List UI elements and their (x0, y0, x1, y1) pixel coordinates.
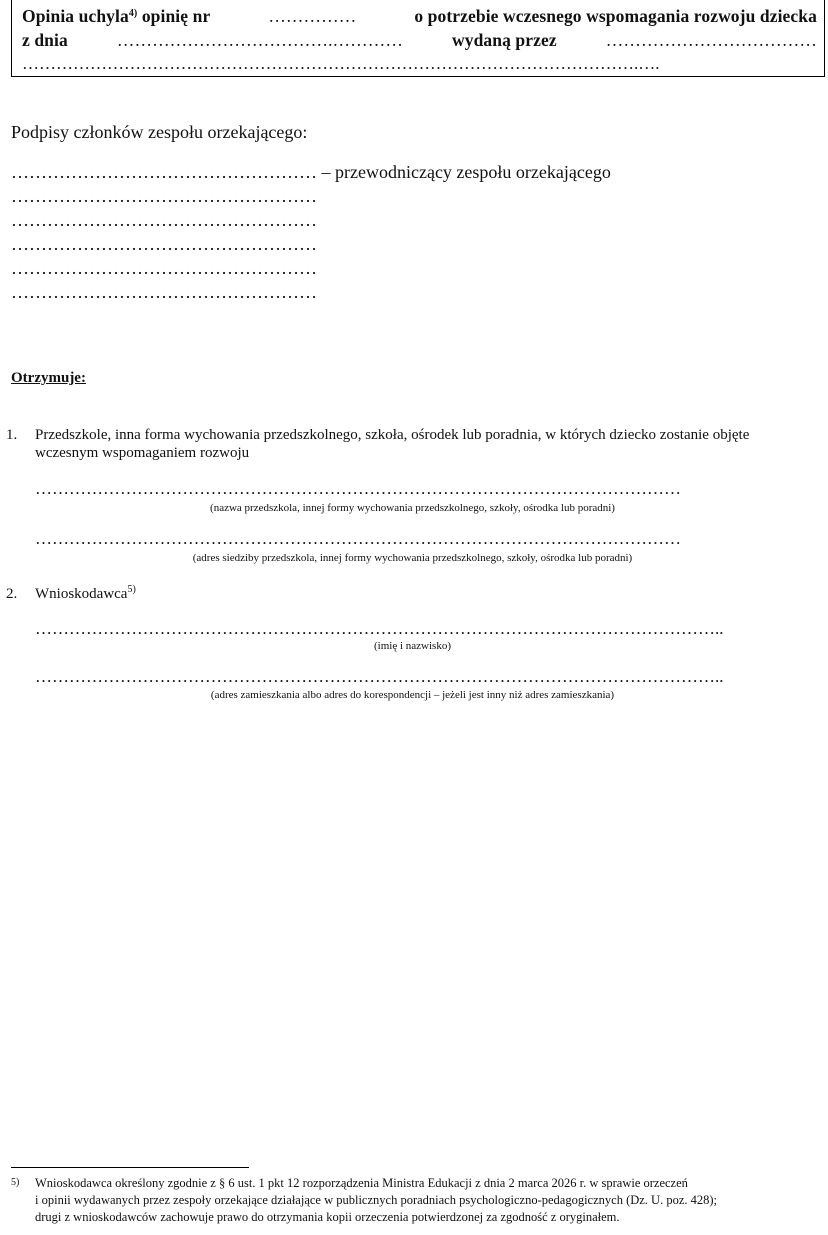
signature-field[interactable]: …………………………………………… (11, 282, 317, 302)
date-field[interactable]: ……………………………….………… (116, 30, 403, 50)
header-title: Opinia uchyla$^{4)}$ opinię nr (22, 6, 211, 26)
applicant-name-caption: (imię i nazwisko) (374, 640, 451, 652)
recipient-1-address-caption: (adres siedziby przedszkola, innej formy wychowania przedszkolnego, szkoły, ośrodka lub poradni) (192, 552, 633, 564)
recipient-1-name-field[interactable]: …………………………………………………………………………………………………… (35, 479, 681, 498)
footnote-ref-4: 4) (128, 8, 138, 19)
signature-chair-field[interactable]: …………………………………………… (11, 162, 317, 182)
applicant-name-field[interactable]: ………………………………………………………………………………………………………….. (35, 619, 724, 638)
recipient-2-number: 2. (6, 586, 18, 602)
applicant-address-caption: (adres zamieszkania albo adres do korespondencji – jeżeli jest inny niż adres zamieszkania) (210, 689, 615, 701)
recipient-1-number: 1. (6, 427, 18, 443)
footnote-line-3: drugi z wnioskodawców zachowuje prawo do otrzymania kopii orzeczenia potwierdzonej za zgodność z oryginałem. (35, 1210, 620, 1224)
signature-chair (11, 162, 611, 183)
signatures-title: Podpisy członków zespołu orzekającego: (11, 122, 308, 142)
opinion-number-field[interactable]: …………… (268, 6, 357, 26)
signature-field[interactable]: …………………………………………… (11, 258, 317, 278)
header-line-2 (22, 30, 817, 51)
header-title-cont: o potrzebie wczesnego wspomagania rozwoju dziecka (414, 6, 817, 26)
issued-by-field-cont[interactable]: ……………………………………………………………………………………………….…. (22, 54, 660, 73)
issued-by-field[interactable]: ……………………………… (605, 30, 817, 50)
recipient-1-text-1: Przedszkole, inna forma wychowania przedszkolnego, szkoła, ośrodek lub poradnia, w których dziecko zostanie objęte (35, 427, 750, 443)
footnote-line-2: i opinii wydawanych przez zespoły orzekające działające w publicznych poradniach psychologiczno-pedagogicznych (Dz. U. poz. 428); (35, 1193, 718, 1207)
recipient-1-address-field[interactable]: …………………………………………………………………………………………………… (35, 529, 681, 548)
signature-field[interactable]: …………………………………………… (11, 234, 317, 254)
footnote-divider (11, 1167, 249, 1168)
recipient-2-label: Wnioskodawca$^{5)}$ (35, 584, 136, 602)
footnote-ref-5: 5) (127, 584, 136, 595)
applicant-address-field[interactable]: ………………………………………………………………………………………………………….. (35, 667, 724, 686)
header-line-1 (22, 6, 817, 27)
date-label: z dnia (22, 30, 68, 50)
footnote-line-1: Wnioskodawca określony zgodnie z § 6 ust. 1 pkt 12 rozporządzenia Ministra Edukacji z dnia 2 marca 2026 r. w sprawie orzeczeń (35, 1176, 688, 1190)
signature-field[interactable]: …………………………………………… (11, 186, 317, 206)
recipient-1-text-2: wczesnym wspomaganiem rozwoju (35, 445, 250, 461)
signature-chair-label: – przewodniczący zespołu orzekającego (321, 162, 611, 182)
footnote-marker: 5) (11, 1177, 20, 1188)
recipient-1-name-caption: (nazwa przedszkola, innej formy wychowania przedszkolnego, szkoły, ośrodka lub poradni) (210, 502, 615, 514)
issued-by-label: wydaną przez (452, 30, 557, 50)
signature-field[interactable]: …………………………………………… (11, 210, 317, 230)
recipients-title: Otrzymuje: (11, 370, 86, 386)
